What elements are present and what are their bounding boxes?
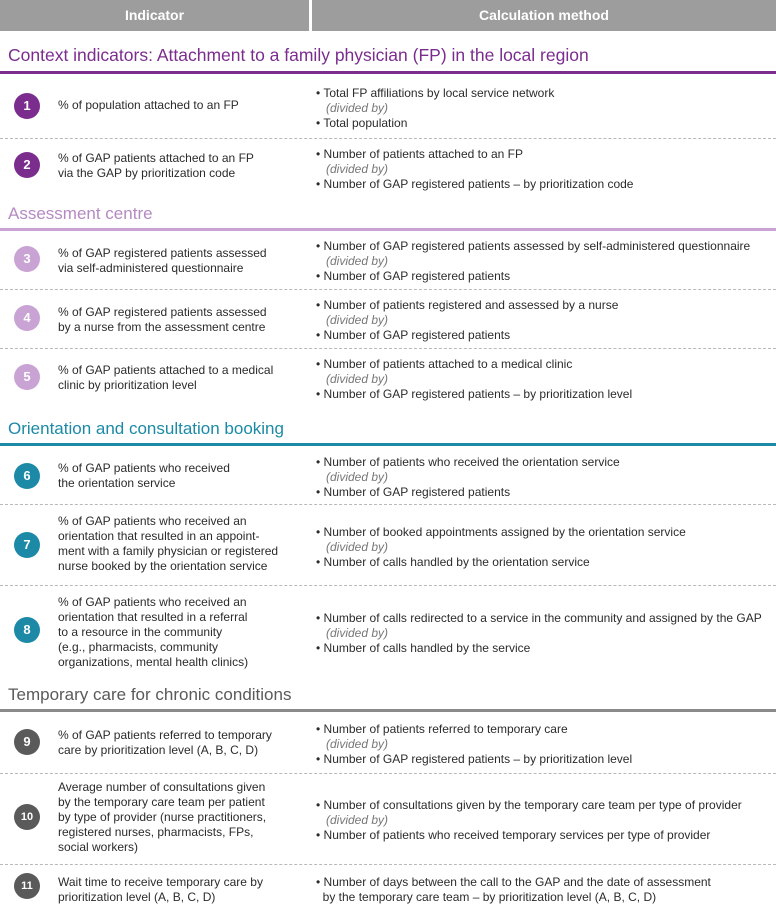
indicator-line: % of GAP patients referred to temporary [58,728,272,742]
indicator-text [58,363,308,393]
indicator-row [0,586,776,676]
numerator-continuation: by the temporary care team – by prioritization level (A, B, C, D) [316,890,657,904]
denominator-text: • Number of GAP registered patients – by prioritization code [316,177,634,191]
indicator-row [0,231,776,289]
denominator-text: • Number of calls handled by the orientation service [316,555,590,569]
calculation-method [316,357,776,402]
indicator-number-badge: 2 [14,152,40,178]
denominator-text: • Number of GAP registered patients – by prioritization level [316,387,633,401]
indicator-number-badge: 11 [14,873,40,899]
indicator-row [0,446,776,504]
calculation-column-header: Calculation method [479,7,609,23]
numerator-text: • Number of patients registered and assessed by a nurse [316,298,619,312]
calculation-method [316,875,776,905]
divided-by-label: (divided by) [326,101,389,115]
indicator-line: orientation that resulted in an appoint- [58,529,260,543]
denominator-text: • Number of GAP registered patients [316,328,511,342]
divided-by-label: (divided by) [326,162,389,176]
indicator-row [0,80,776,138]
numerator-text: • Number of calls redirected to a service in the community and assigned by the GAP [316,611,762,625]
indicator-line: care by prioritization level (A, B, C, D) [58,743,259,757]
indicator-text [58,875,308,905]
indicator-text [58,595,308,670]
indicator-text [58,514,308,574]
divided-by-label: (divided by) [326,470,389,484]
indicator-line: by type of provider (nurse practitioners, [58,810,267,824]
indicator-line: % of GAP patients who received an [58,595,247,609]
calculation-method [316,798,776,843]
indicator-line: % of GAP patients who received an [58,514,247,528]
indicator-line: nurse booked by the orientation service [58,559,268,573]
indicator-line: % of GAP patients who received [58,461,230,475]
calculation-method [316,611,776,656]
section-title: Temporary care for chronic conditions [8,685,292,704]
indicator-column-header: Indicator [124,7,185,23]
indicator-row [0,505,776,585]
indicator-line: Average number of consultations given [58,780,266,794]
calculation-method [316,298,776,343]
indicator-line: % of population attached to an FP [58,98,239,112]
indicator-number-badge: 8 [14,617,40,643]
indicator-row [0,290,776,348]
denominator-text: • Number of patients who received temporary services per type of provider [316,828,711,842]
numerator-text: • Number of GAP registered patients assessed by self-administered questionnaire [316,239,751,253]
indicator-line: orientation that resulted in a referral [58,610,248,624]
divided-by-label: (divided by) [326,372,389,386]
divided-by-label: (divided by) [326,540,389,554]
calculation-method [316,147,776,192]
indicator-number-badge: 10 [14,804,40,830]
calculation-method [316,525,776,570]
section-title: Assessment centre [8,204,153,223]
indicator-line: to a resource in the community [58,625,223,639]
section-rule [0,71,776,74]
indicator-line: ment with a family physician or registered [58,544,279,558]
indicator-number-badge: 7 [14,532,40,558]
divided-by-label: (divided by) [326,737,389,751]
indicator-text [58,246,308,276]
numerator-text: • Number of patients who received the orientation service [316,455,620,469]
indicator-text [58,461,308,491]
indicator-line: via the GAP by prioritization code [58,166,236,180]
indicator-line: % of GAP patients attached to a medical [58,363,274,377]
indicator-line: % of GAP registered patients assessed [58,305,267,319]
denominator-text: • Total population [316,116,408,130]
indicator-line: by a nurse from the assessment centre [58,320,266,334]
indicator-row [0,713,776,773]
indicator-line: clinic by prioritization level [58,378,197,392]
indicator-line: via self-administered questionnaire [58,261,244,275]
indicator-number-badge: 1 [14,93,40,119]
calculation-method [316,239,776,284]
numerator-text: • Number of days between the call to the GAP and the date of assessment [316,875,711,889]
section-rule [0,709,776,712]
numerator-text: • Total FP affiliations by local service network [316,86,555,100]
indicator-row [0,774,776,864]
indicator-row [0,349,776,407]
indicator-line: (e.g., pharmacists, community [58,640,219,654]
calculation-method [316,722,776,767]
indicator-line: by the temporary care team per patient [58,795,265,809]
table-header [0,0,776,31]
numerator-text: • Number of patients attached to an FP [316,147,523,161]
indicator-line: % of GAP registered patients assessed [58,246,267,260]
indicator-number-badge: 9 [14,729,40,755]
indicator-row [0,866,776,906]
divided-by-label: (divided by) [326,254,389,268]
numerator-text: • Number of booked appointments assigned by the orientation service [316,525,686,539]
indicator-line: % of GAP patients attached to an FP [58,151,254,165]
indicator-line: Wait time to receive temporary care by [58,875,263,889]
indicator-row [0,139,776,197]
denominator-text: • Number of GAP registered patients – by prioritization level [316,752,633,766]
indicator-text [58,780,308,855]
indicator-number-badge: 4 [14,305,40,331]
numerator-text: • Number of consultations given by the temporary care team per type of provider [316,798,742,812]
indicator-text [58,305,308,335]
indicator-line: social workers) [58,840,139,854]
divided-by-label: (divided by) [326,626,389,640]
denominator-text: • Number of GAP registered patients [316,269,511,283]
indicator-number-badge: 6 [14,463,40,489]
section-title: Orientation and consultation booking [8,419,284,438]
indicator-line: prioritization level (A, B, C, D) [58,890,216,904]
denominator-text: • Number of calls handled by the service [316,641,531,655]
indicator-text [58,728,308,758]
numerator-text: • Number of patients referred to temporary care [316,722,568,736]
indicator-line: the orientation service [58,476,176,490]
denominator-text: • Number of GAP registered patients [316,485,511,499]
calculation-method [316,86,776,131]
numerator-text: • Number of patients attached to a medical clinic [316,357,573,371]
divided-by-label: (divided by) [326,813,389,827]
indicator-text [58,98,308,113]
indicator-line: organizations, mental health clinics) [58,655,249,669]
section-title: Context indicators: Attachment to a family physician (FP) in the local region [8,45,589,65]
row-divider [0,864,776,865]
indicator-text [58,151,308,181]
calculation-method [316,455,776,500]
indicator-number-badge: 3 [14,246,40,272]
indicator-line: registered nurses, pharmacists, FPs, [58,825,254,839]
indicator-number-badge: 5 [14,364,40,390]
divided-by-label: (divided by) [326,313,389,327]
